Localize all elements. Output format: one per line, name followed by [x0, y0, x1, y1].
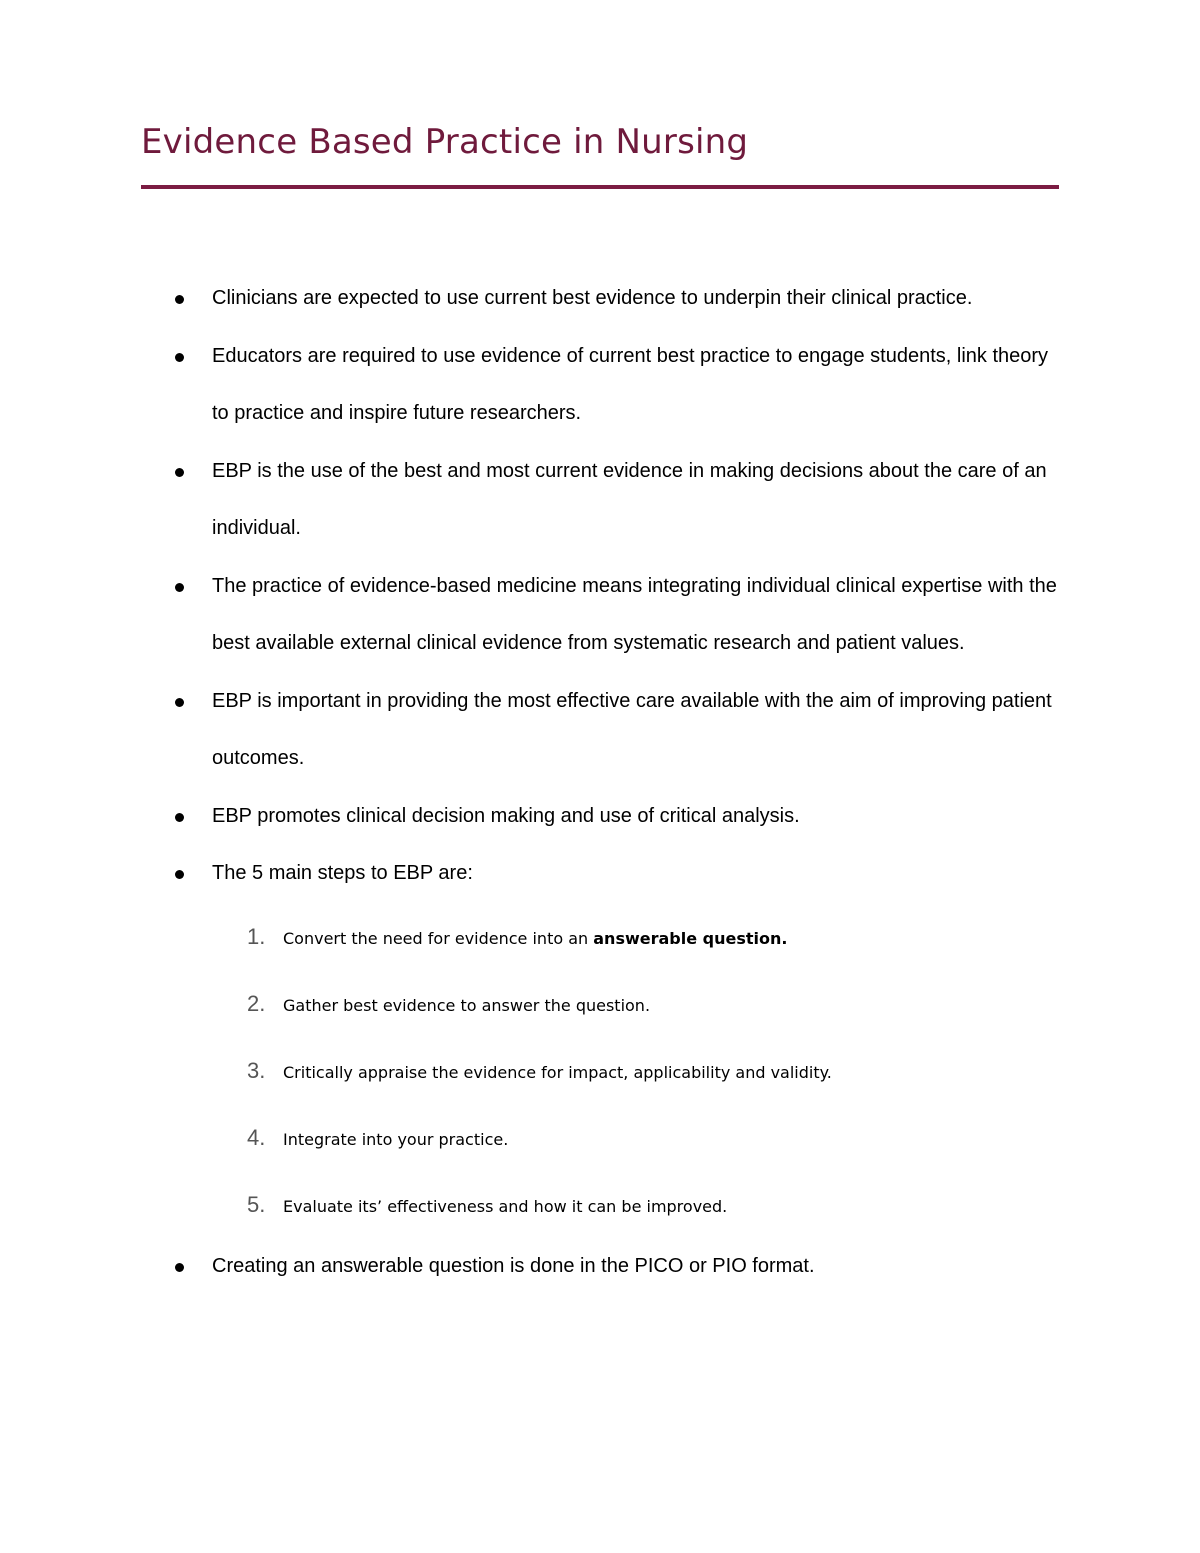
bullet-text: The practice of evidence-based medicine means integrating individual clinical expertise with the best available external clinical evidence from systematic research and patient values.	[212, 574, 1057, 654]
step-text: Integrate into your practice.	[283, 1129, 509, 1149]
bullet-icon	[175, 813, 184, 822]
step-item	[212, 1104, 1070, 1171]
bullet-icon	[175, 295, 184, 304]
bullet-text: Clinicians are expected to use current best evidence to underpin their clinical practice.	[212, 287, 973, 309]
bullet-item	[0, 788, 1200, 846]
bullet-icon	[175, 1263, 184, 1272]
step-number: 3.	[247, 1057, 266, 1083]
step-number: 1.	[247, 923, 266, 949]
steps-container	[0, 903, 1070, 1238]
step-item	[212, 1037, 1070, 1104]
step-text: Critically appraise the evidence for impact, applicability and validity.	[283, 1062, 832, 1082]
step-text: Evaluate its’ effectiveness and how it can be improved.	[283, 1196, 728, 1216]
bullet-text: The 5 main steps to EBP are:	[212, 862, 473, 884]
bullet-item	[0, 270, 1200, 328]
step-text-main: Convert the need for evidence into an	[283, 928, 594, 948]
bullet-item	[0, 558, 1200, 673]
bullet-text: EBP promotes clinical decision making and use of critical analysis.	[212, 804, 800, 827]
step-text: Gather best evidence to answer the question.	[283, 995, 651, 1015]
bullet-icon	[175, 698, 184, 707]
bullet-item	[0, 673, 1200, 788]
bullet-item	[0, 845, 1200, 1238]
bullet-icon	[175, 353, 184, 362]
step-item	[212, 970, 1070, 1037]
step-number: 5.	[247, 1191, 266, 1217]
bullet-text: Creating an answerable question is done in the PICO or PIO format.	[212, 1254, 815, 1277]
bullet-icon	[175, 583, 184, 592]
title-underline	[141, 185, 1059, 189]
bullet-icon	[175, 468, 184, 477]
bullet-item	[0, 443, 1200, 558]
bullet-item	[0, 1238, 1200, 1296]
numbered-steps-list	[212, 903, 1070, 1238]
step-item	[212, 1171, 1070, 1238]
bullet-text: Educators are required to use evidence of current best practice to engage students, link theory to practice and inspire future researchers.	[212, 344, 1049, 424]
step-number: 2.	[247, 990, 266, 1016]
bullet-text: EBP is the use of the best and most current evidence in making decisions about the care of an individual.	[212, 459, 1047, 539]
step-item	[212, 903, 1070, 970]
step-text-bold: answerable question.	[593, 928, 788, 948]
step-number: 4.	[247, 1124, 266, 1150]
bullet-icon	[175, 870, 184, 879]
step-text	[283, 905, 787, 972]
bullet-text: EBP is important in providing the most effective care available with the aim of improving patient outcomes.	[212, 689, 1052, 769]
bullet-list	[0, 270, 1200, 1295]
document-title: Evidence Based Practice in Nursing	[141, 122, 749, 162]
bullet-item	[0, 328, 1200, 443]
